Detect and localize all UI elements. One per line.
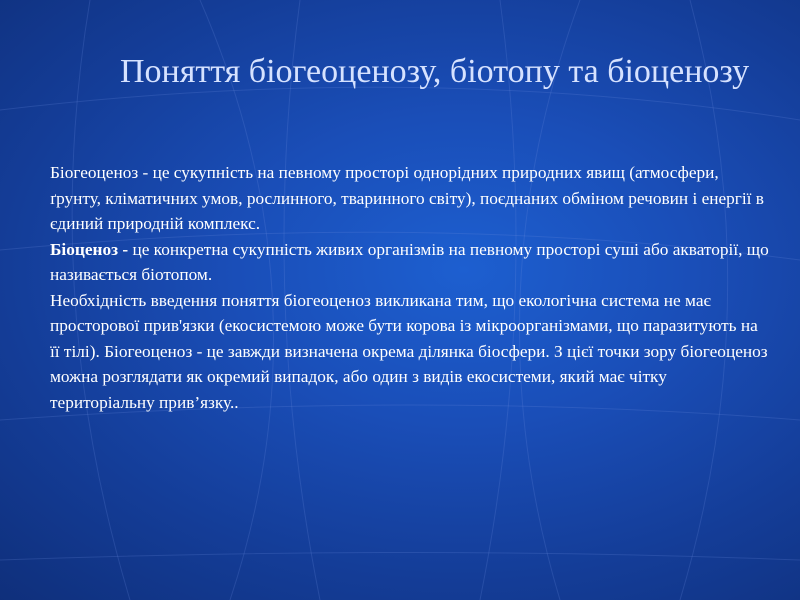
paragraph-biogeocenosis-text: Біогеоценоз - це сукупність на певному просторі однорідних природних явищ (атмосфери, ґрунту, кліматичних умов, рослинного, тваринного світу), поєднаних обміном речовин і енергії в єдиний природній комплекс.	[50, 163, 764, 233]
paragraph-biocenosis-text: це конкретна сукупність живих організмів на певному просторі суші або акваторії, що називається біотопом.	[50, 239, 769, 284]
paragraph-biocenosis	[50, 237, 770, 288]
paragraph-biogeocenosis	[50, 160, 770, 237]
paragraph-necessity-text: Необхідність введення поняття біогеоценоз викликана тим, що екологічна система не має просторової прив'язки (екосистемою може бути корова із мікроорганізмами, що паразитують на її тілі). Біогеоценоз - це завжди визначена окрема ділянка біосфери. З цієї точки зору біогеоценоз можна розглядати як окремий випадок, або один з видів екосистеми, який має чітку територіальну прив’язку..	[50, 290, 768, 412]
slide-body	[50, 160, 770, 415]
slide-title: Поняття біогеоценозу, біотопу та біоценозу	[120, 53, 750, 90]
biocenosis-term: Біоценоз -	[50, 239, 129, 259]
paragraph-necessity	[50, 288, 770, 416]
